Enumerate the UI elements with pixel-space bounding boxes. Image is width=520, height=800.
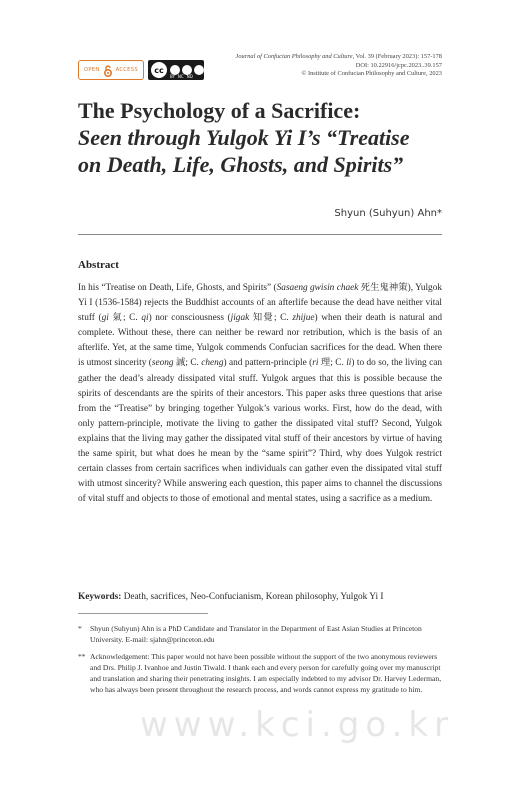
footnote-mark: * xyxy=(78,624,82,633)
abstract-cjk: 氣 xyxy=(108,313,123,324)
abstract-text: ) when their death is natural and complete. Without these, there can neither be reward nor retribution, which is the basis of an afterlife. Yet, at the same time, Yulgok commends Confucian sacrifices for the dead. When there is utmost sincerity ( xyxy=(78,313,443,369)
cc-nc-label: NC xyxy=(177,74,184,79)
open-access-label-right: ACCESS xyxy=(115,67,138,73)
cc-nd-label: ND xyxy=(186,74,193,79)
journal-doi[interactable]: DOI: 10.22916/jcpc.2023..39.157 xyxy=(355,61,442,69)
footnote-acknowledgement xyxy=(78,651,442,695)
journal-copyright: © Institute of Confucian Philosophy and Culture, 2023 xyxy=(301,70,442,78)
abstract-cjk: 死生鬼神策 xyxy=(358,283,408,293)
title-line-2: Seen through Yulgok Yi I’s “Treatise xyxy=(78,125,410,150)
author-name: Shyun (Suhyun) Ahn* xyxy=(334,208,442,219)
footnote-mark: ** xyxy=(78,652,86,661)
abstract-italic-term: li xyxy=(346,358,352,369)
footnote-text: Shyun (Suhyun) Ahn is a PhD Candidate and Translator in the Department of East Asian Studies at Princeton University. E-mail: sjahn@princeton.edu xyxy=(90,624,422,644)
abstract-cjk: 理 xyxy=(318,358,331,369)
abstract-cjk: 知覺 xyxy=(249,313,274,324)
keywords-label: Keywords: xyxy=(78,592,122,602)
title-divider xyxy=(78,234,442,235)
cc-nd-icon xyxy=(194,65,204,75)
watermark: www.kci.go.kr xyxy=(140,705,455,745)
abstract-cjk: 誠 xyxy=(173,358,186,369)
abstract-italic-term: ri xyxy=(312,358,319,369)
creative-commons-icon[interactable] xyxy=(148,60,204,80)
abstract-italic-term: Sasaeng gwisin chaek xyxy=(276,283,359,293)
keywords-line xyxy=(78,592,448,602)
abstract-text: In his “Treatise on Death, Life, Ghosts, and Spirits” ( xyxy=(78,283,277,293)
abstract-text: ; C. xyxy=(185,358,202,369)
abstract-text: ; C. xyxy=(330,358,347,369)
journal-name: Journal of Confucian Philosophy and Culture xyxy=(235,53,353,60)
journal-citation xyxy=(235,53,442,62)
footnote-divider xyxy=(78,613,208,614)
title-line-3: on Death, Life, Ghosts, and Spirits” xyxy=(78,152,404,177)
title-line-1: The Psychology of a Sacrifice: xyxy=(78,98,361,123)
footnote-text: Acknowledgement: This paper would not have been possible without the support of the two anonymous reviewers and Drs. Philip J. Ivanhoe and Justin Tiwald. I thank each and every person for carefully going over my manuscript and translation and sharing their penetrating insights. I am especially indebted to my advisor Dr. Harvey Lederman, who has always been present throughout the research process, and words cannot express my gratitude to him. xyxy=(90,652,442,694)
abstract-text: ) nor consciousness ( xyxy=(148,313,231,324)
abstract-italic-term: cheng xyxy=(201,358,224,369)
paper-title xyxy=(78,97,458,178)
footnote-author xyxy=(78,623,442,645)
journal-info xyxy=(235,53,442,79)
open-access-label-left: OPEN xyxy=(84,67,100,73)
cc-condition-labels xyxy=(170,74,193,79)
cc-by-label: BY xyxy=(169,74,175,79)
abstract-text: ) and pattern-principle ( xyxy=(223,358,313,369)
abstract-text: ; C. xyxy=(274,313,293,324)
abstract-italic-term: zhijue xyxy=(292,313,315,324)
journal-issue: , Vol. 39 (February 2023): 157-178 xyxy=(352,53,442,60)
abstract-text: ; C. xyxy=(123,313,142,324)
abstract-text: ), Yulgok Yi I (1536-1584) rejects the Buddhist accounts of an afterlife because the dead have neither vital stuff ( xyxy=(78,283,442,324)
license-badges xyxy=(78,60,204,80)
keywords-text: Death, sacrifices, Neo-Confucianism, Korean philosophy, Yulgok Yi I xyxy=(121,592,384,602)
cc-main-icon: cc xyxy=(151,62,167,78)
abstract-italic-term: jigak xyxy=(230,313,250,324)
abstract-text: ) to do so, the living can gather the dead’s already dissipated vital stuff. Yulgok argues that this is possible because the spirits of descendants are the spirits of their ancestors. This paper asks three questions that arise from the “Treatise” by bringing together Yulgok’s various works. First, how do the dead, with only pattern-principle, motivate the living to gather the dissipated vital stuff? Second, Yulgok explains that the living may gather the dissipated vital stuff of their ancestors by virtue of having the same spirit, but what does he mean by the “same spirit”? Third, why does Yulgok restrict certain classes from certain sacrifices when individuals can gather even the dissipated vital stuff with utmost sincerity? While answering each question, this paper aims to channel the discussions of vital stuff and objects to those of emotional and mental states, using a sacrifice as a medium. xyxy=(78,358,443,505)
abstract-italic-term: seong xyxy=(151,358,174,369)
abstract-paragraph xyxy=(78,281,442,507)
abstract-italic-term: qi xyxy=(141,313,149,324)
open-access-badge[interactable] xyxy=(78,60,144,80)
abstract-heading: Abstract xyxy=(78,259,119,271)
abstract-body xyxy=(78,281,442,507)
abstract-italic-term: gi xyxy=(101,313,109,324)
open-access-lock-icon xyxy=(103,64,113,76)
